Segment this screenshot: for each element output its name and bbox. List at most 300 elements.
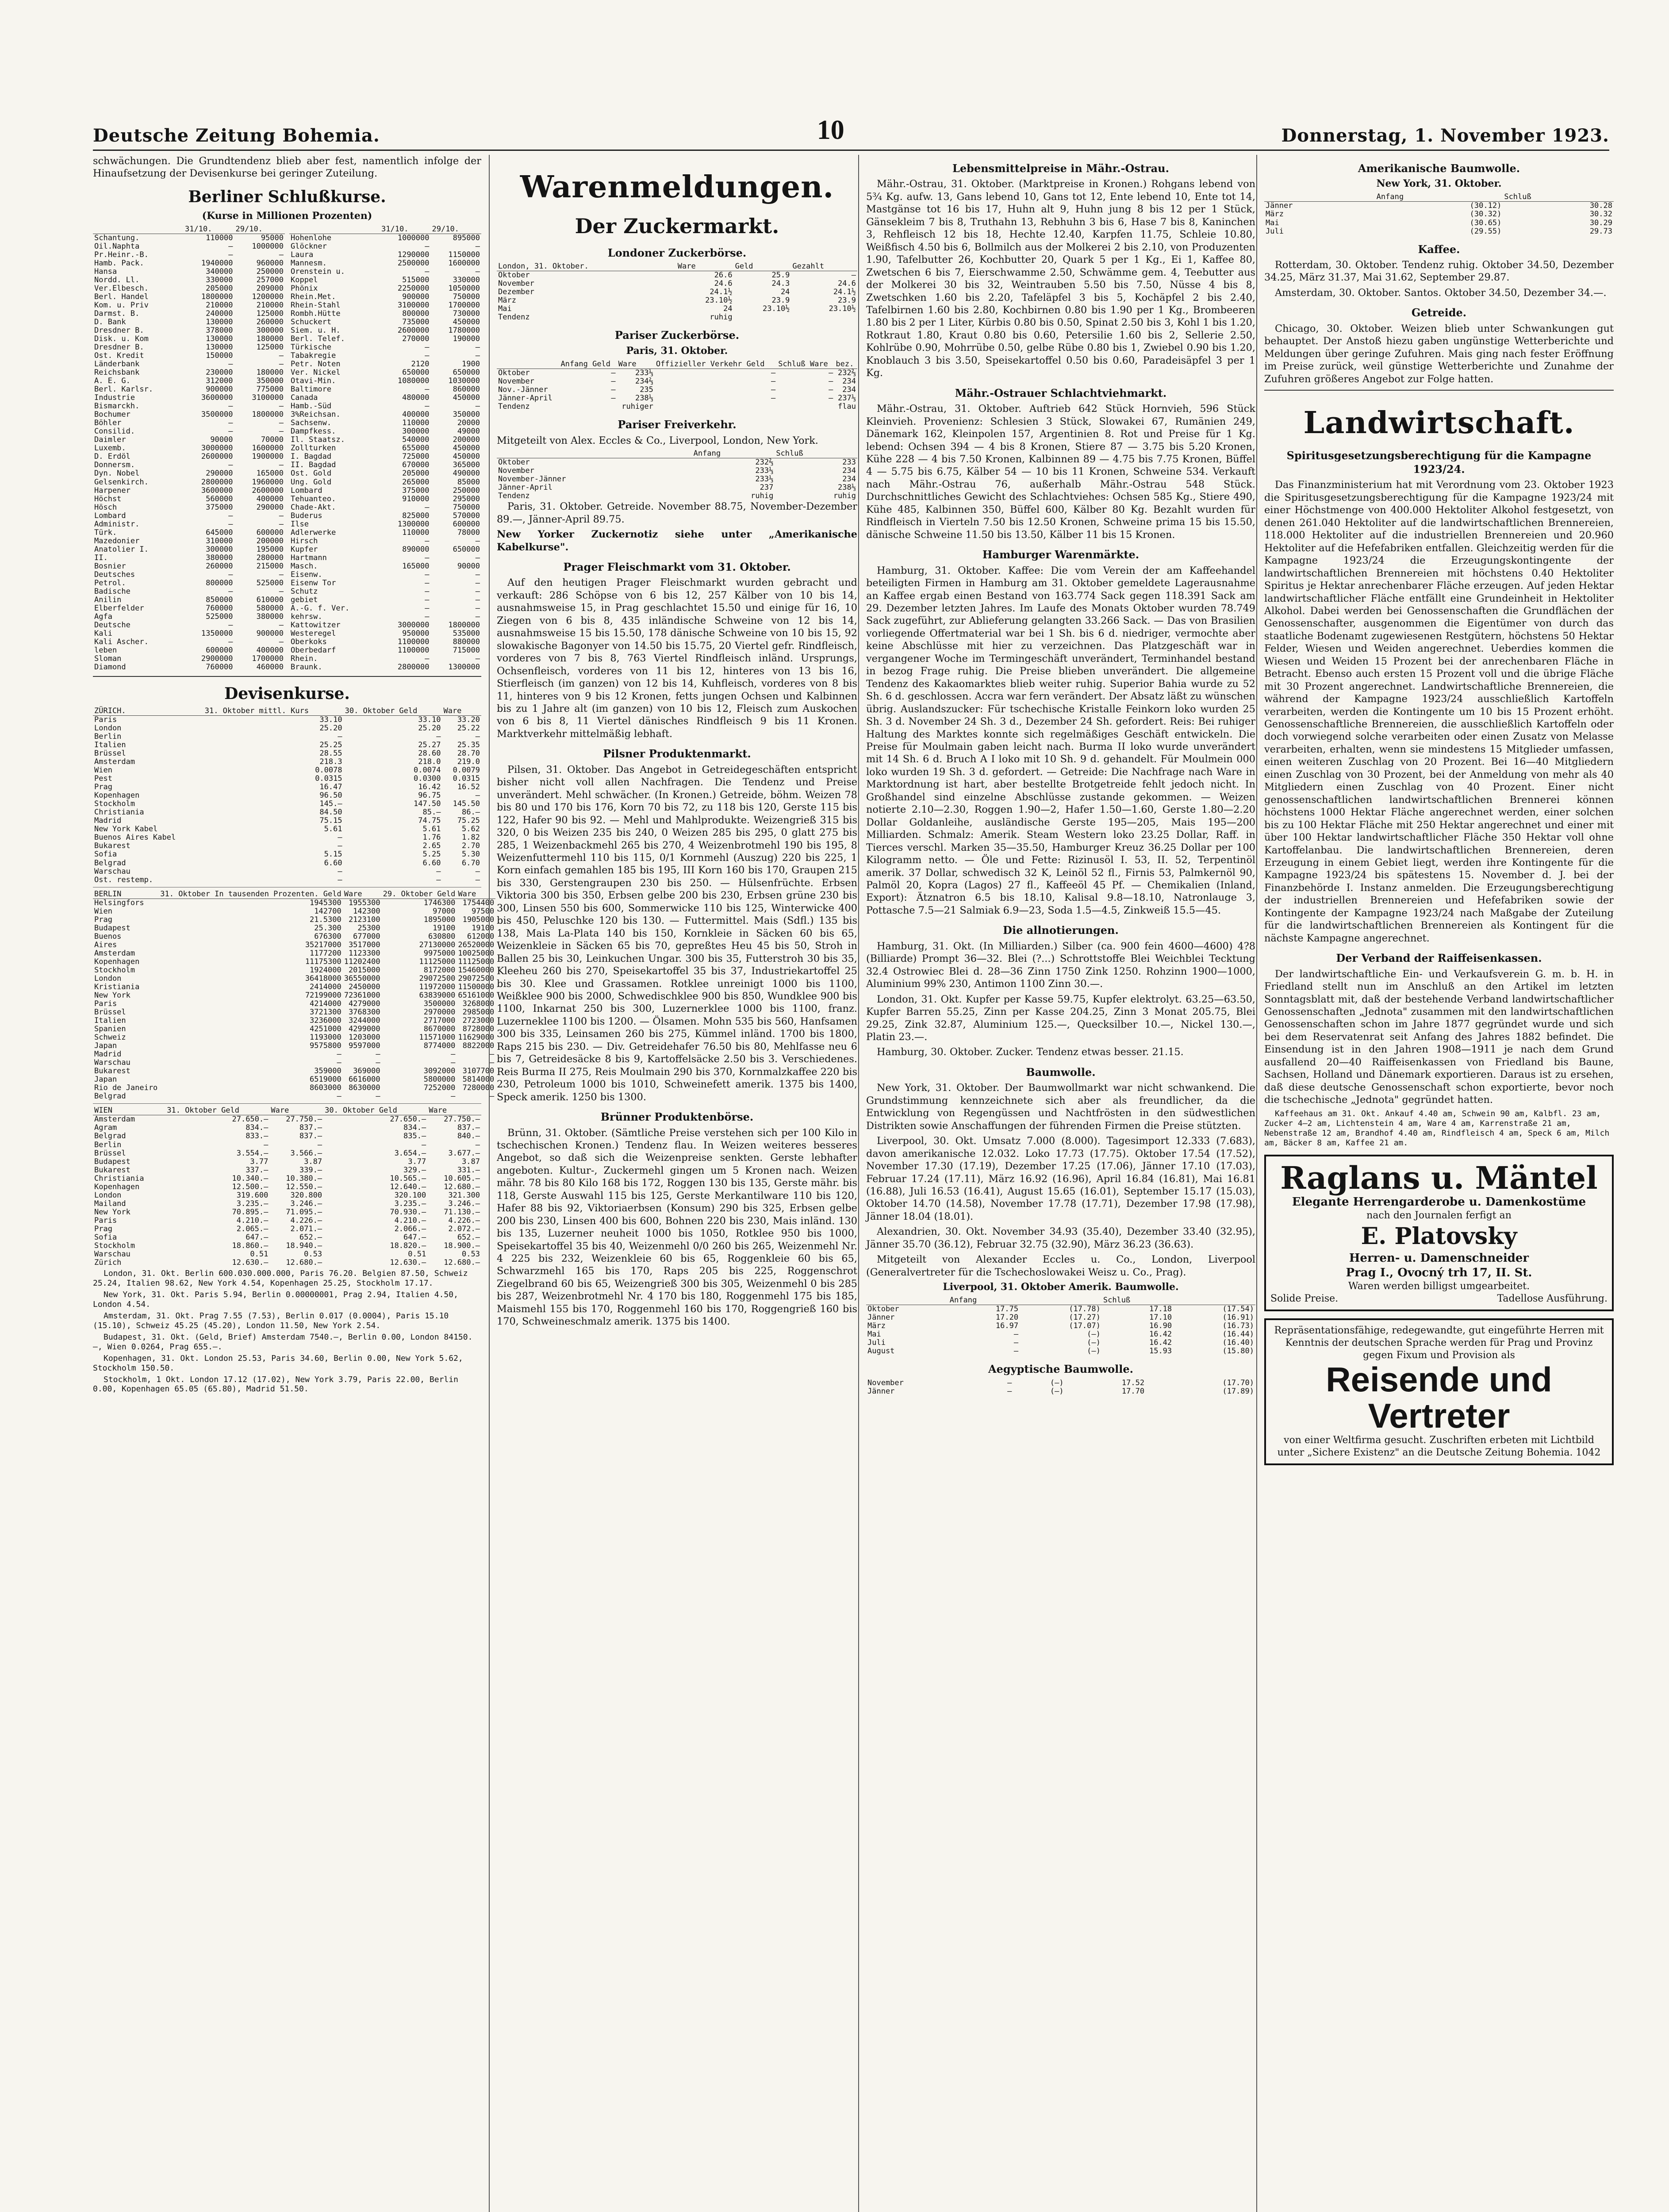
- table-cell: 1030000: [448, 376, 480, 386]
- intro-paragraph: schwächungen. Die Grundtendenz blieb aber fest, namentlich infolge der Hinaufsetzung der Devisenkurse bei geringer Zuteilung.: [93, 155, 481, 180]
- table-row: [93, 588, 285, 596]
- table-cell: —: [475, 267, 480, 276]
- table-row: [93, 825, 481, 833]
- table-cell: 900000: [402, 292, 430, 301]
- table-row: [93, 419, 285, 427]
- table-row: [93, 1092, 495, 1101]
- table-cell: 70.930.—: [390, 1207, 426, 1217]
- table-cell: 1955300: [348, 898, 380, 907]
- table-row: [289, 588, 481, 596]
- table-cell: 2800000: [397, 663, 430, 672]
- table-cell: (17.07): [1069, 1321, 1101, 1331]
- table-cell: 8603000: [310, 1083, 341, 1093]
- table-cell: Helsingfors: [94, 898, 144, 907]
- table-cell: Laura: [291, 250, 314, 259]
- table-cell: 95000: [261, 233, 284, 242]
- table-cell: 110000: [402, 528, 430, 537]
- table-cell: (16.73): [1222, 1321, 1254, 1331]
- table-cell: 234: [842, 466, 856, 476]
- table-cell: 3.246.—: [290, 1199, 322, 1208]
- table-cell: 12.500.—: [232, 1182, 269, 1191]
- table-row: [289, 604, 481, 613]
- table-cell: 3268000: [462, 999, 495, 1008]
- table-cell: 130000: [206, 334, 233, 343]
- table-cell: Oil.Naphta: [94, 242, 140, 251]
- table-cell: November-Jänner: [498, 475, 566, 484]
- table-cell: 331.—: [457, 1165, 480, 1175]
- table-cell: —: [228, 511, 233, 520]
- page-number: 10: [817, 115, 844, 145]
- table-cell: Paris: [94, 715, 117, 724]
- table-cell: —: [338, 841, 342, 851]
- table-cell: 33.10: [418, 715, 441, 724]
- freiverkehr-title: Pariser Freiverkehr.: [618, 418, 737, 431]
- table-row: [93, 916, 495, 924]
- table-cell: New York Kabel: [94, 825, 158, 834]
- table-cell: —: [451, 1050, 456, 1059]
- table-row: [93, 453, 285, 461]
- table-cell: 652.—: [457, 1233, 480, 1242]
- table-cell: —: [279, 511, 284, 520]
- table-row: [93, 1115, 481, 1124]
- table-row: [93, 1183, 481, 1191]
- table-cell: 4.226.—: [290, 1216, 322, 1225]
- baumwolle-paragraph: New York, 31. Oktober. Der Baumwollmarkt war nicht schwankend. Die Grundstimmung kennzeichnete sich aber als freundlicher, da die Entwicklung von Regengüssen und Nachtfrösten in den südwestlichen Distrikten sowie Anschaffungen der führenden Firmen die Preise stützten.: [866, 1082, 1255, 1132]
- table-cell: Dampfkess.: [291, 427, 336, 436]
- table-cell: 2.065.—: [236, 1224, 269, 1233]
- table-cell: —: [490, 1092, 495, 1101]
- table-cell: —: [338, 732, 342, 741]
- table-cell: 9975000: [423, 949, 456, 958]
- table-cell: 825000: [402, 511, 430, 520]
- table-cell: 310000: [206, 536, 233, 545]
- table-cell: 21.5300: [310, 915, 341, 924]
- table-row: [93, 1158, 481, 1166]
- table-cell: —: [425, 587, 430, 596]
- table-cell: 234: [842, 376, 856, 386]
- table-cell: 65161000: [458, 991, 495, 1000]
- table-cell: Brüssel: [94, 1008, 126, 1017]
- table-cell: 3.235.—: [236, 1199, 269, 1208]
- table-row: [93, 604, 285, 613]
- berlin-devisen-table: [93, 890, 495, 1101]
- hamburg-zucker: Hamburg, 30. Oktober. Zucker. Tendenz etwas besser. 21.15.: [877, 1046, 1184, 1058]
- table-cell: 2500000: [397, 258, 430, 268]
- table-cell: 4279000: [348, 999, 380, 1008]
- table-cell: —: [279, 587, 284, 596]
- table-row: [289, 268, 481, 276]
- table-cell: —: [279, 461, 284, 470]
- table-cell: 8670000: [423, 1025, 456, 1034]
- table-cell: Oberkoks: [291, 637, 327, 647]
- section-title: Warenmeldungen.: [520, 169, 834, 205]
- table-cell: 25300: [357, 923, 380, 933]
- am-baumwolle-title: Amerikanische Baumwolle.: [1358, 162, 1520, 175]
- hamburger-paragraph: Hamburg, 31. Oktober. Kaffee: Die vom Verein der am Kaffeehandel beteiligten Firmen in Hamburg am 31. Oktober gemeldete Lagerausnahme an Kaffee ergab einen Bestand von 163.774 Sack gegen 118.391 Sack am 29. Dezember letzten Jahres. Im Laufe des Monats Oktober wurden 78.749 Sack zugeführt, zur Ablieferung gelangten 33.266 Sack. — Das von Brasilien vorliegende Offertmaterial war bei 1 Sh. bis 6 d. niedriger, vermochte aber keine Abschlüsse mit hier zu verzeichnen. Das Platzgeschäft war in vergangener Woche im Termingeschäft unverändert, Terminhandel bestand in bezog Frage ruhig. Die Preise blieben unverändert. Die allgemeine Tendenz des Kakaomarktes blieb weiter ruhig. Superior Bahia wurde zu 52 Sh. 6 d. geschlossen. Accra war fern verändert. Der Absatz läßt zu wünschen übrig. Auslandszucker: Für tschechische Kristalle Feinkorn loko wurden 25 Sh. 3 d. November 24 Sh. 3 d., Dezember 24 Sh. gefordert. Reis: Bei ruhiger Haltung des Marktes konnte sich regelmäßiges Geschäft entwickeln. Die Preise für Moulmain gaben leicht nach. Burma II loko wurde unverändert mit 14 Sh. 6 d. Bruch A I loko mit 10 Sh. 9 d. gehandelt. Für Moulmein 000 loko wurden 19 Sh. 3 d. gefordert. — Getreide: Die Nachfrage nach Ware in Marktordnung ist hart, aber bestellte Brotgetreide fehlt jedoch nicht. In Großhandel sind einzelne Abschlüsse zustande gekommen. — Weizen notierte 2.10—2.30, Roggen 1.90—2, Hafer 1.50—1.60, Gerste 1.80—2.20 Dollar Goldanleihe, ausländische Gerste 195—205, Mais 195—200 Milliarden. Schmalz: Amerik. Steam Western loko 23.25 Dollar, Raff. in Tierces verschl. Marken 35—35.50, Hamburger Kreuz 36.25 Dollar per 100 Kilogramm netto. — Öle und Fette: Rizinusöl I. 53, II. 52, Terpentinöl amerik. 37 Dollar, schwedisch 32 K, Leinöl 52 fl., Firnis 53, Palmkernöl 90, Palmöl 20, Kopra (Lagos) 27 fl., Kaffeeöl 45 Pf. — Chemikalien (Inland, Export): Ätznatron 6.5 bis 18.10, Kalisal 9.8—18.10, Natronlauge 3, Pottasche 7.5—21 Salmiak 6.9—23, Soda 1.5—4.5, Zinkweiß 15.5—45.: [866, 565, 1255, 916]
- table-cell: 612000: [467, 932, 495, 941]
- table-cell: 25.20: [319, 724, 342, 733]
- table-cell: Bochumer: [94, 410, 130, 419]
- getreide-paragraph: Chicago, 30. Oktober. Weizen blieb unter Schwankungen gut behauptet. Der Anstoß hiezu gaben ungünstige Wetterberichte und Meldungen über geringe Zufuhren. Mais ging nach fester Eröffnung im Preise zurück, weil günstige Wetterberichte und Zunahme der Zufuhren größeres Angebot zur Folge hatten.: [1264, 323, 1614, 385]
- table-cell: —: [475, 612, 480, 621]
- table-cell: 16.42: [418, 783, 441, 792]
- exchange-note: Amsterdam, 31. Okt. Prag 7.55 (7.53), Berlin 0.017 (0.0004), Paris 15.10 (15.10), Schweiz 45.25 (45.20), London 11.50, New York 2.54.: [93, 1311, 449, 1330]
- table-cell: Rhein.Met.: [291, 292, 336, 301]
- table-cell: 4251000: [310, 1025, 341, 1034]
- table-cell: 71.095.—: [286, 1207, 322, 1217]
- table-cell: 25.300: [314, 923, 341, 933]
- ad-line: Elegante Herrengarderobe u. Damenkostüme: [1292, 1195, 1586, 1209]
- table-cell: Warschau: [94, 1058, 130, 1068]
- table-cell: 28.60: [418, 749, 441, 758]
- table-row: [289, 453, 481, 461]
- table-cell: Ost. restemp.: [94, 875, 153, 884]
- table-cell: (16.44): [1222, 1330, 1254, 1339]
- zucker-title: Der Zuckermarkt.: [575, 214, 779, 238]
- table-cell: 580000: [256, 603, 284, 613]
- table-cell: —: [228, 587, 233, 596]
- table-cell: Ver.Elbesch.: [94, 284, 149, 293]
- devisen-title: Devisenkurse.: [224, 684, 350, 703]
- table-cell: 450000: [453, 444, 480, 453]
- table-cell: —: [475, 351, 480, 361]
- table-cell: —: [475, 402, 480, 411]
- table-cell: 23.10½: [763, 304, 790, 314]
- table-cell: 0.53: [462, 1249, 480, 1259]
- table-row: [93, 868, 481, 876]
- table-cell: —: [228, 519, 233, 529]
- table-cell: Hohenlohe: [291, 233, 332, 242]
- table-cell: —: [228, 570, 233, 579]
- metall-title: Die allnotierungen.: [1003, 924, 1119, 937]
- table-cell: —: [228, 242, 233, 251]
- table-row: [93, 469, 285, 478]
- table-row: [93, 520, 285, 529]
- table-row: [93, 1259, 481, 1267]
- table-row: [93, 326, 285, 335]
- fleisch-paragraph: Auf den heutigen Prager Fleischmarkt wurden gebracht und verkauft: 286 Schöpse von 6 bis 12, 257 Kälber von 10 bis 14, ausnahmsweise 15, in Prag geschlachtet 15.50 und einige für 16, 10 Ziegen von 6 bis 8, 435 inländische Schweine von 12 bis 14, ausnahmsweise 15 bis 15.50, 178 dänische Schweine von 10 bis 15, 92 slowakische Bagonyer von 14.50 bis 15.75, 20 Viertel gefr. Rindfleisch, vorderes von 7 bis 8, 763 Viertel Rindfleisch inländ. Ursprungs, Ochsenfleisch, vorderes von 11 bis 12, hinteres von 13 bis 16, Stierfleisch (im ganzen) von 12 bis 14, Kuhfleisch, vorderes von 8 bis 11, hinteres von 9 bis 12 Kronen, fetts jungen Ochsen und Kalbinnen bis zu 1 Jahre alt (im ganzen) von 10 bis 12, Fleisch zum Auskochen von 6 bis 8, 11 Viertel dänisches Rindfleisch 9 bis 11 Kronen. Marktverkehr mittelmäßig lebhaft.: [497, 577, 857, 740]
- table-cell: 24.6: [838, 279, 856, 288]
- berliner-table-right: [289, 225, 481, 672]
- table-cell: 233⅓: [635, 368, 653, 377]
- table-cell: Badische: [94, 587, 130, 596]
- table-cell: ruhig: [710, 313, 733, 322]
- table-cell: 180000: [256, 334, 284, 343]
- table-cell: 900000: [206, 385, 233, 394]
- ad-line: von einer Weltfirma gesucht. Zuschriften erbeten mit Lichtbild unter „Sichere Existenz" an die Deutsche Zeitung Bohemia. 1042: [1277, 1434, 1601, 1458]
- table-cell: 1895000: [423, 915, 456, 924]
- paris-zucker-table: [497, 360, 857, 411]
- table-cell: 257000: [256, 275, 284, 284]
- landwirtschaft-title: Landwirtschaft.: [1303, 405, 1575, 441]
- table-row: [1264, 210, 1614, 219]
- table-cell: Agfa: [94, 612, 112, 621]
- table-cell: Stockholm: [94, 799, 135, 809]
- table-cell: —: [425, 385, 430, 394]
- table-row: [93, 646, 285, 655]
- table-cell: Berl. Karlsr.: [94, 385, 153, 394]
- table-cell: Gelsenkirch.: [94, 477, 149, 487]
- table-cell: 49000: [457, 427, 480, 436]
- table-cell: 26520000: [458, 940, 495, 949]
- table-cell: —: [425, 242, 430, 251]
- table-cell: (—): [1050, 1386, 1064, 1396]
- table-cell: 130000: [206, 317, 233, 326]
- table-cell: 210000: [256, 300, 284, 310]
- table-row: [93, 1175, 481, 1183]
- table-row: [289, 335, 481, 343]
- table-cell: Reichsbank: [94, 368, 140, 377]
- table-row: [93, 310, 285, 318]
- table-cell: Nov.-Jänner: [498, 385, 548, 394]
- table-row: [93, 663, 285, 672]
- table-cell: —: [338, 833, 342, 842]
- table-cell: 840.—: [457, 1132, 480, 1141]
- table-cell: Hösch: [94, 503, 117, 512]
- table-cell: 238⅓: [635, 393, 653, 403]
- table-cell: 4.210.—: [236, 1216, 269, 1225]
- table-cell: 1960000: [252, 477, 284, 487]
- table-cell: 3244000: [348, 1016, 380, 1025]
- table-cell: 20000: [457, 419, 480, 428]
- table-cell: (17.54): [1222, 1305, 1254, 1314]
- table-cell: 2450000: [348, 982, 380, 991]
- ny-zucker-note: New Yorker Zuckernotiz siehe unter „Amerikanische Kabelkurse".: [497, 529, 857, 553]
- table-row: [93, 808, 481, 817]
- table-cell: —: [829, 393, 833, 403]
- table-cell: —: [337, 1050, 341, 1059]
- liverpool-table: [866, 1296, 1255, 1356]
- table-cell: Brüssel: [94, 1148, 126, 1158]
- table-cell: 1.82: [462, 833, 480, 842]
- ad-address: Prag I., Ovocný trh 17, II. St.: [1346, 1266, 1532, 1280]
- table-cell: 234⅔: [635, 376, 653, 386]
- berliner-title: Berliner Schlußkurse.: [188, 187, 386, 206]
- metall-paragraph: Hamburg, 31. Okt. (In Milliarden.) Silber (ca. 900 fein 4600—4600) 4?8 (Billiarde) Prompt 36—32. Blei (?...) Schrottstoffe Blei Weichblei Tecktung 32.4 Ostrowiec Blei d. 28—36 Zinn 1750 Zink 1250. Rohzinn 1900—1000, Aluminium 99% 230, Antimon 1100 Zinn 30.—.: [866, 940, 1255, 990]
- table-row: [289, 461, 481, 469]
- table-cell: 895000: [453, 233, 480, 242]
- table-cell: 260000: [206, 561, 233, 571]
- table-cell: 1700000: [252, 654, 284, 664]
- london-zucker-title: Londoner Zuckerbörse.: [607, 246, 747, 259]
- table-cell: —: [490, 1050, 495, 1059]
- table-row: [93, 924, 495, 933]
- table-cell: 833.—: [246, 1132, 269, 1141]
- table-cell: 3.87: [462, 1157, 480, 1166]
- table-cell: 16.42: [1149, 1330, 1172, 1339]
- table-row: [93, 775, 481, 783]
- table-cell: 1350000: [201, 629, 233, 638]
- table-cell: —: [279, 637, 284, 647]
- table-cell: 75.25: [457, 816, 480, 826]
- table-row: [289, 444, 481, 453]
- ad-headline: Reisende und Vertreter: [1326, 1360, 1552, 1436]
- table-cell: 0.51: [408, 1249, 426, 1259]
- table-row: [497, 305, 857, 313]
- table-row: [93, 537, 285, 545]
- table-cell: 0.0074: [414, 766, 441, 775]
- table-row: [497, 288, 857, 296]
- table-cell: 450000: [453, 452, 480, 461]
- table-cell: 90000: [457, 561, 480, 571]
- table-header: Anfang Schluß: [497, 449, 857, 458]
- table-row: [93, 562, 285, 571]
- table-cell: 11571000: [419, 1033, 456, 1042]
- table-cell: 270000: [402, 334, 430, 343]
- table-cell: 0.0078: [315, 766, 342, 775]
- table-cell: 5.61: [422, 825, 441, 834]
- table-cell: Bukarest: [94, 841, 130, 851]
- table-cell: 86.—: [462, 808, 480, 817]
- table-row: [289, 579, 481, 588]
- table-cell: 319.600: [236, 1190, 269, 1200]
- table-row: [93, 377, 285, 385]
- table-cell: 1100000: [397, 637, 430, 647]
- table-cell: 2800000: [201, 477, 233, 487]
- table-cell: —: [475, 867, 480, 876]
- table-cell: 25.9: [771, 271, 790, 280]
- table-cell: Tendenz: [498, 492, 530, 501]
- table-cell: Jänner: [867, 1386, 895, 1396]
- table-row: [93, 724, 481, 733]
- table-cell: 23.9: [771, 296, 790, 305]
- table-cell: —: [475, 875, 480, 884]
- table-cell: —: [228, 402, 233, 411]
- table-cell: Anatolier I.: [94, 545, 149, 554]
- table-cell: 11629000: [458, 1033, 495, 1042]
- table-row: [93, 394, 285, 402]
- table-row: [93, 1025, 495, 1033]
- table-cell: —: [376, 1058, 380, 1068]
- table-cell: 10.605.—: [444, 1174, 480, 1183]
- table-cell: —: [279, 621, 284, 630]
- table-cell: —: [611, 368, 616, 377]
- table-row: [93, 1059, 495, 1067]
- table-cell: Deutsche: [94, 621, 130, 630]
- table-cell: —: [1007, 1378, 1012, 1387]
- pilsner-paragraph: Pilsen, 31. Oktober. Das Angebot in Getreidegeschäften entspricht bisher nicht voll allen Nachfragen. Die Tendenz und Preise unverändert. Mehl schwächer. (In Kronen.) Getreide, böhm. Weizen 78 bis 80 und 170 bis 176, Korn 70 bis 72, zu 118 bis 120, Gerste 115 bis 122, Hafer 90 bis 92. — Mehl und Mahlprodukte. Weizengrieß 315 bis 320, 0 bis Weizen 235 bis 240, 0 Weizen 285 bis 295, 0 glatt 275 bis 285, 1 Weizenbackmehl 265 bis 270, 4 Weizenbrotmehl 190 bis 195, 8 Weizenfuttermehl 110 bis 115, 0/1 Kornmehl (Auszug) 220 bis 225, 1 Korn einfach gemahlen 185 bis 195, III Korn 160 bis 170, Graupen 215 bis 330, Gerstengraupen 230 bis 250. — Hülsenfrüchte. Erbsen Viktoria 300 bis 350, Erbsen gelbe 200 bis 230, Erbsen grüne 230 bis 300, Linsen 550 bis 600, Sommerwicke 110 bis 125, Winterwicke 400 bis 450, Peluschke 120 bis 130. — Futtermittel. Mais (Sdfl.) 135 bis 138, Mais La-Plata 140 bis 150, Kornkleie in Säcken 60 bis 65, Weizenkleie in Säcken 65 bis 70, gepreßtes Heu 45 bis 50, Stroh in Ballen 25 bis 30, Leinkuchen Ungar. 300 bis 35, Futterstroh 30 bis 35, Kleeheu 260 bis 270, Speisekartoffel 35 bis 37, Industriekartoffel 25 bis 30. Klee und Grassamen. Rotklee unreinigt 1000 bis 1100, Weißklee 900 bis 2000, Schwedischklee 900 bis 850, Wundklee 900 bis 1100, Inkarnat 250 bis 300, Luzernerklee 1000 bis 1100, franz. Luzerneklee 1100 bis 1200. — Ölsamen. Mohn 535 bis 560, Hanfsamen 300 bis 335, Leinsamen 260 bis 275, Kümmel inländ. 1700 bis 1800, Raps 215 bis 230. — Div. Getreidehafer 76.50 bis 80, Mehlfasse neu 6 bis 7, Getreidesäcke 8 bis 9, Kartoffelsäcke 2.50 bis 3. Verschiedenes. Reis Burma II 275, Reis Moulmain 290 bis 370, Kornmalzkaffee 220 bis 230, Petroleum 1000 bis 1010, Schweinefett amerik. 1375 bis 1400, Speck amerik. 1250 bis 1300.: [497, 764, 857, 1103]
- table-cell: 1600000: [252, 444, 284, 453]
- table-cell: —: [475, 578, 480, 588]
- table-row: [289, 529, 481, 537]
- table-cell: —: [425, 654, 430, 664]
- table-cell: —: [436, 732, 441, 741]
- table-cell: 2717000: [423, 1016, 456, 1025]
- table-cell: 2015000: [348, 965, 380, 975]
- table-cell: Dresdner B.: [94, 343, 144, 352]
- table-cell: Canada: [291, 393, 318, 403]
- table-cell: 90000: [210, 435, 233, 445]
- table-cell: Bukarest: [94, 1067, 130, 1076]
- table-row: [93, 859, 481, 868]
- table-cell: 24.6: [714, 279, 733, 288]
- ad-headline: Raglans u. Mäntel: [1280, 1160, 1598, 1197]
- table-row: [497, 394, 857, 403]
- paris-place: Paris, 31. Oktober.: [626, 345, 728, 357]
- table-cell: 1754400: [462, 898, 495, 907]
- table-cell: Christiania: [94, 1174, 144, 1183]
- table-row: [289, 537, 481, 545]
- table-cell: 730000: [453, 309, 480, 318]
- table-cell: 4.210.—: [394, 1216, 426, 1225]
- table-row: [289, 419, 481, 427]
- table-cell: A.-G. f. Ver.: [291, 603, 350, 613]
- table-row: [93, 596, 285, 604]
- table-cell: (—): [1087, 1347, 1101, 1356]
- table-cell: 28.55: [319, 749, 342, 758]
- table-cell: Hamb.-Süd: [291, 402, 332, 411]
- table-cell: Jänner: [867, 1313, 895, 1322]
- table-cell: 110000: [402, 419, 430, 428]
- table-cell: Amsterdam: [94, 757, 135, 767]
- table-cell: (—): [1087, 1338, 1101, 1348]
- table-cell: —: [279, 419, 284, 428]
- table-cell: 70.895.—: [232, 1207, 269, 1217]
- table-cell: —: [279, 360, 284, 369]
- table-row: [497, 458, 857, 467]
- table-cell: Hartmann: [291, 553, 327, 562]
- table-cell: 145.50: [453, 799, 480, 809]
- table-cell: 205000: [402, 469, 430, 478]
- table-cell: 670000: [402, 461, 430, 470]
- table-row: [289, 469, 481, 478]
- table-cell: 400000: [402, 410, 430, 419]
- table-cell: 23.10½: [829, 304, 856, 314]
- london-zucker-table: [497, 262, 857, 322]
- table-row: [93, 444, 285, 453]
- table-cell: 2.70: [462, 841, 480, 851]
- table-row: [93, 842, 481, 850]
- table-cell: Madrid: [94, 1050, 122, 1059]
- table-cell: —: [338, 867, 342, 876]
- table-cell: 3100000: [397, 300, 430, 310]
- table-row: [93, 1225, 481, 1233]
- table-cell: —: [475, 553, 480, 562]
- table-cell: 24: [723, 304, 733, 314]
- table-cell: Schweiz: [94, 1033, 126, 1042]
- paris-zucker-title: Pariser Zuckerbörse.: [614, 329, 740, 342]
- table-row: [93, 1050, 495, 1059]
- table-cell: 369000: [353, 1067, 380, 1076]
- verband-title: Der Verband der Raiffeisenkassen.: [1336, 952, 1542, 965]
- table-cell: 190000: [453, 334, 480, 343]
- table-cell: Zürich: [94, 1258, 122, 1267]
- table-cell: 3.654.—: [394, 1148, 426, 1158]
- table-cell: Buenos: [94, 932, 122, 941]
- table-row: [93, 991, 495, 1000]
- table-cell: —: [611, 393, 616, 403]
- table-cell: 2600000: [252, 486, 284, 495]
- table-row: [289, 377, 481, 385]
- table-cell: 96.50: [319, 791, 342, 800]
- table-cell: 2120: [411, 360, 430, 369]
- table-row: [93, 907, 495, 916]
- table-cell: Wien: [94, 906, 112, 916]
- table-cell: —: [1007, 1386, 1012, 1396]
- table-cell: Mai: [498, 304, 512, 314]
- table-row: [93, 733, 481, 741]
- table-cell: 1746300: [423, 898, 456, 907]
- table-cell: 837.—: [457, 1123, 480, 1133]
- table-cell: (30.32): [1469, 210, 1502, 219]
- table-row: [289, 318, 481, 326]
- table-cell: —: [436, 867, 441, 876]
- table-cell: 26.6: [714, 271, 733, 280]
- table-cell: 19100: [472, 923, 495, 933]
- table-cell: 525000: [206, 612, 233, 621]
- table-cell: Schuckert: [291, 317, 332, 326]
- table-cell: 3.87: [304, 1157, 322, 1166]
